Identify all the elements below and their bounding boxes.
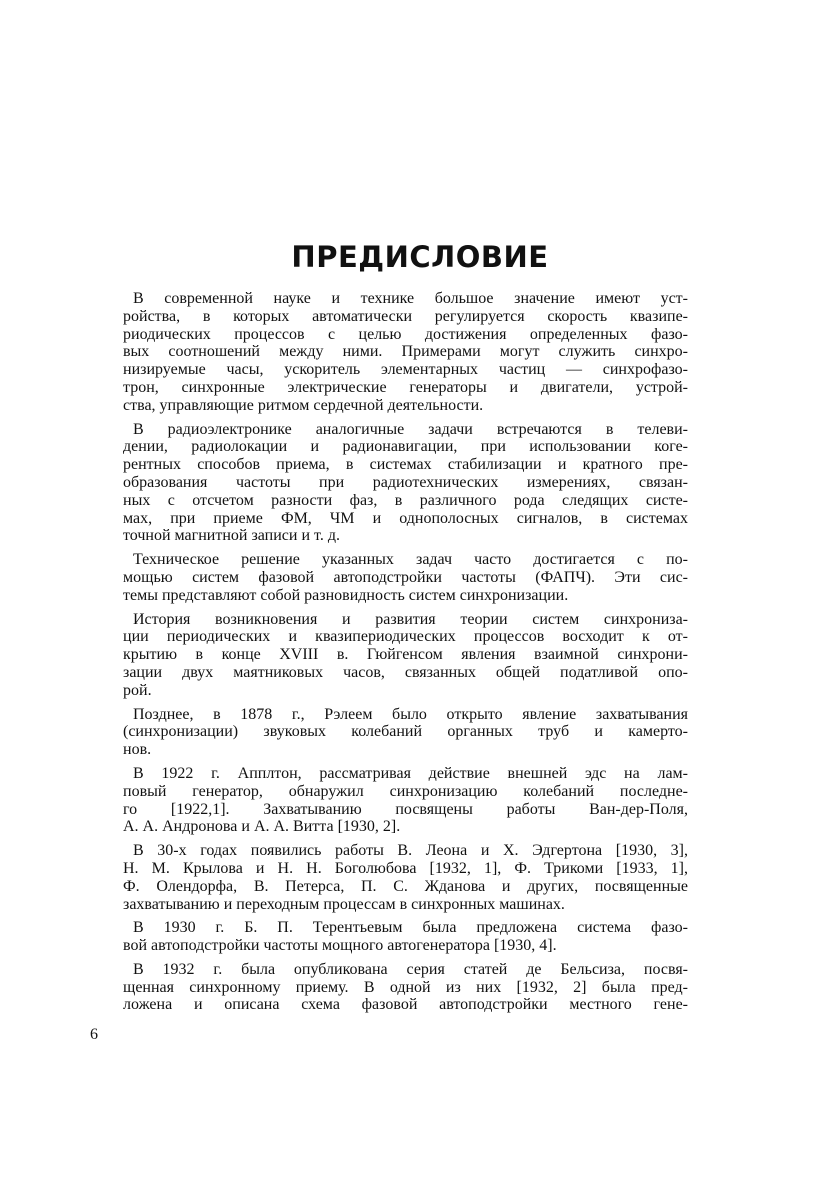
text-line: В современной науке и технике большое значение имеют уст- [133, 290, 688, 307]
paragraph [123, 919, 688, 955]
text-line: захватыванию и переходным процессам в синхронных машинах. [123, 895, 565, 913]
text-line: го [1922,1]. Захватыванию посвящены работы Ван-дер-Поля, [123, 800, 688, 818]
text-line: Позднее, в 1878 г., Рэлеем было открыто явление захватывания [133, 705, 688, 723]
text-line: мощью систем фазовой автоподстройки частоты (ФАПЧ). Эти сис- [123, 568, 688, 586]
text-line: дении, радиолокации и радионавигации, при использовании коге- [123, 438, 688, 456]
text-line: История возникновения и развития теории систем синхрониза- [133, 610, 688, 628]
text-line: ложена и описана схема фазовой автоподстройки местного гене- [123, 996, 688, 1014]
text-line: В 30-х годах появились работы В. Леона и Х. Эдгертона [1930, 3], [133, 842, 688, 860]
text-line: В радиоэлектронике аналогичные задачи встречаются в телеви- [133, 420, 688, 438]
text-line: повый генератор, обнаружил синхронизацию колебаний последне- [123, 782, 688, 800]
text-line: ции периодических и квазипериодических процессов восходит к от- [123, 628, 688, 646]
text-line: (синхронизации) звуковых колебаний органных труб и камерто- [123, 723, 688, 741]
text-line: Ф. Олендорфа, В. Петерса, П. С. Жданова и других, посвященные [123, 877, 688, 895]
text-line: риодических процессов с целью достижения определенных фазо- [123, 325, 688, 343]
text-line: В 1930 г. Б. П. Терентьевым была предложена система фазо- [133, 919, 688, 937]
paragraph [123, 842, 688, 913]
paragraph [123, 290, 688, 415]
text-line: образования частоты при радиотехнических измерениях, связан- [123, 473, 688, 491]
text-line: темы представляют собой разновидность систем синхронизации. [123, 586, 569, 604]
text-line: мах, при приеме ФМ, ЧМ и однополосных сигналов, в системах [123, 509, 688, 527]
text-line: Техническое решение указанных задач часто достигается с по- [133, 551, 688, 569]
page-title: ПРЕДИСЛОВИЕ [291, 240, 549, 274]
text-line: А. А. Андронова и А. А. Витта [1930, 2]. [123, 818, 401, 836]
text-line: Н. М. Крылова и Н. Н. Боголюбова [1932, 1], Ф. Трикоми [1933, 1], [123, 859, 688, 877]
text-line: низируемые часы, ускоритель элементарных частиц — синхрофазо- [123, 361, 688, 379]
paragraph [123, 961, 688, 1014]
text-line: ных с отсчетом разности фаз, в различного рода следящих систе- [123, 491, 688, 509]
text-line: щенная синхронному приему. В одной из них [1932, 2] была пред- [123, 978, 688, 996]
text-line: рой. [123, 681, 152, 699]
text-line: В 1932 г. была опубликована серия статей де Бельсиза, посвя- [133, 960, 688, 978]
text-line: крытию в конце XVIII в. Гюйгенсом явления взаимной синхрони- [123, 646, 688, 664]
text-line: зации двух маятниковых часов, связанных общей податливой опо- [123, 663, 688, 681]
paragraph [123, 706, 688, 759]
paragraph [123, 765, 688, 836]
paragraph [123, 611, 688, 700]
page-number: 6 [90, 1026, 98, 1043]
body-text [123, 290, 688, 1014]
text-line: нов. [123, 741, 152, 759]
paragraph [123, 421, 688, 546]
text-line: ройства, в которых автоматически регулируется скорость квазипе- [123, 307, 688, 325]
text-line: рентных способов приема, в системах стабилизации и кратного пре- [123, 456, 688, 474]
text-line: трон, синхронные электрические генераторы и двигатели, устрой- [123, 378, 688, 396]
text-line: ства, управляющие ритмом сердечной деятельности. [123, 396, 484, 414]
text-line: вых соотношений между ними. Примерами могут служить синхро- [123, 343, 688, 361]
text-line: точной магнитной записи и т. д. [123, 527, 340, 545]
paragraph [123, 551, 688, 604]
text-line: вой автоподстройки частоты мощного автогенератора [1930, 4]. [123, 937, 557, 955]
text-line: В 1922 г. Апплтон, рассматривая действие внешней эдс на лам- [133, 764, 688, 782]
